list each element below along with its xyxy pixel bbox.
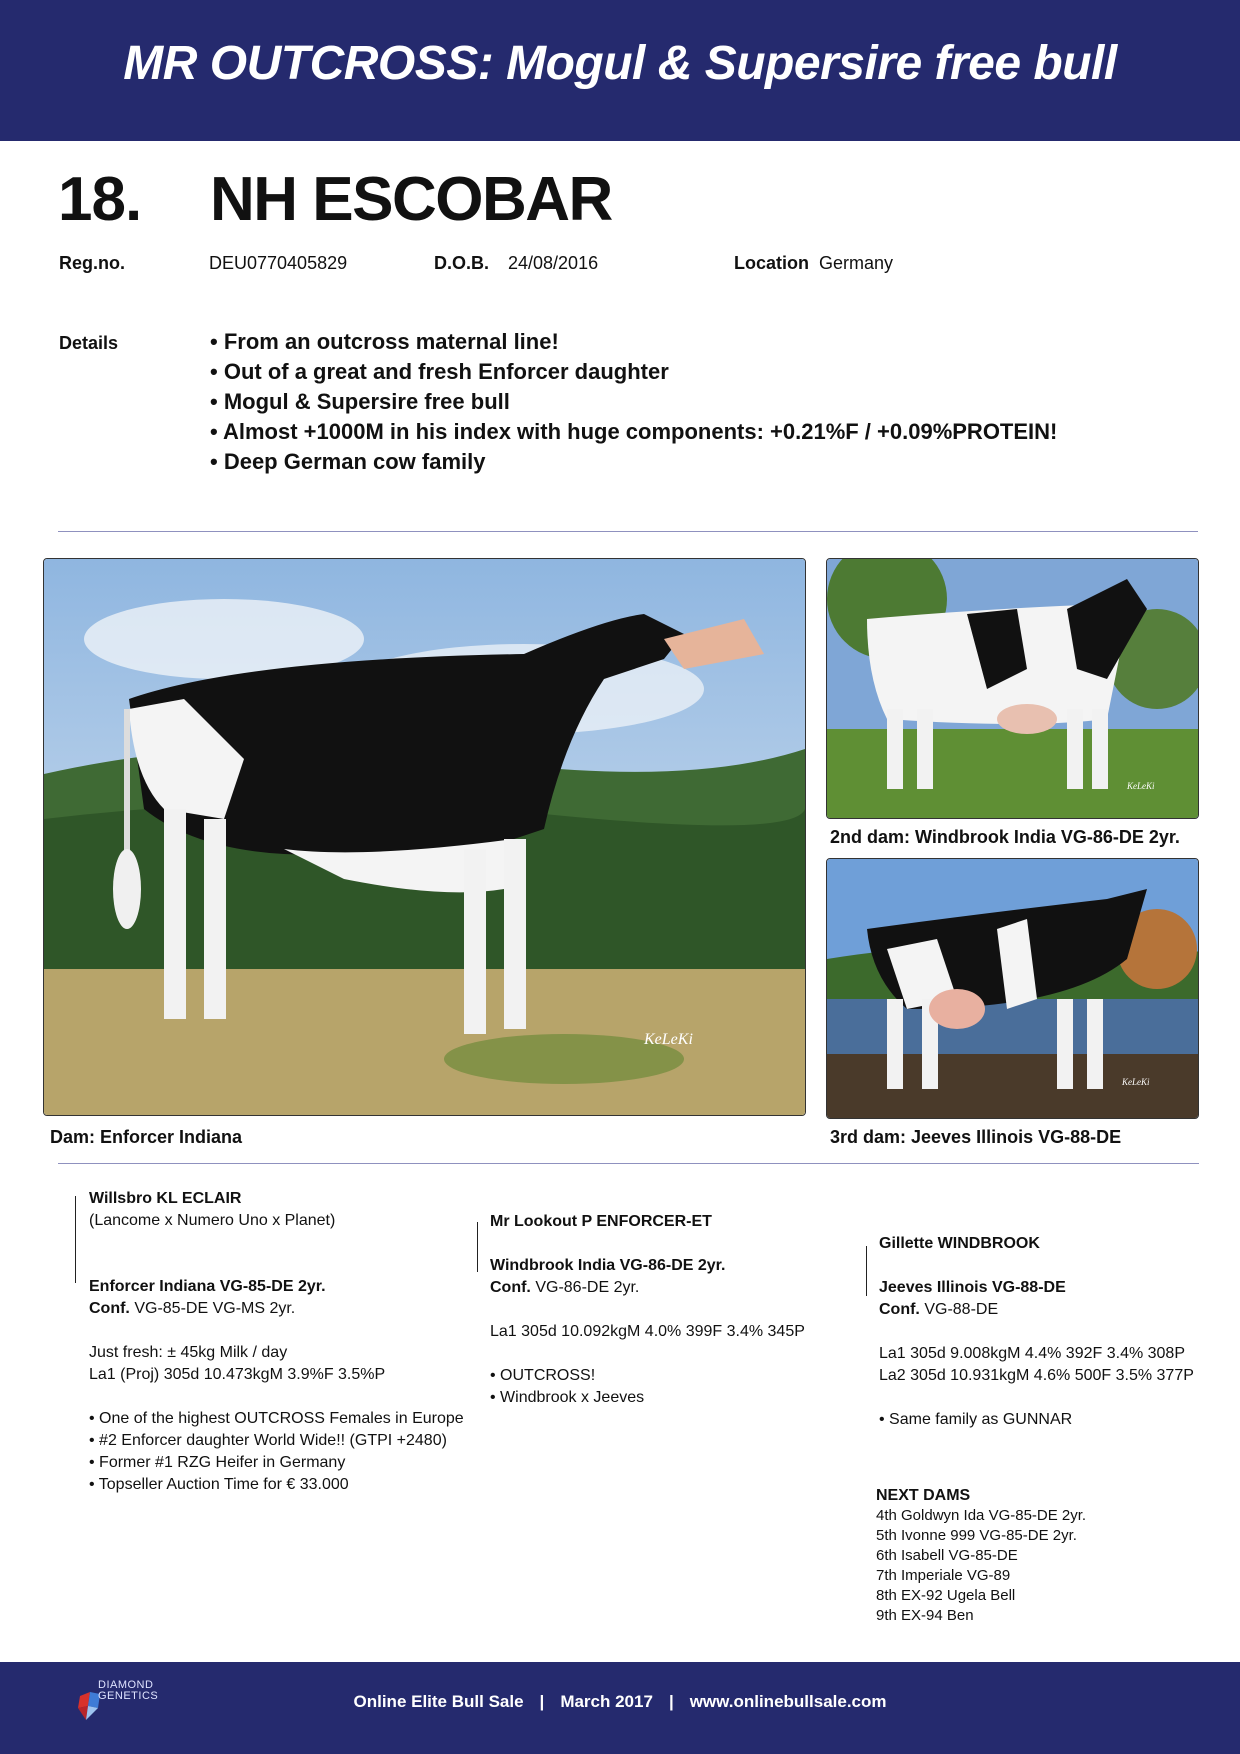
footer-date: March 2017: [560, 1692, 653, 1711]
pedigree-bar: [866, 1246, 867, 1296]
pedigree-bar: [477, 1222, 478, 1272]
dam-conf: Conf. VG-88-DE: [879, 1301, 999, 1318]
next-dams: [876, 1486, 1086, 1626]
dam-conf: Conf. VG-85-DE VG-MS 2yr.: [89, 1300, 296, 1317]
pedigree-bullet: • Former #1 RZG Heifer in Germany: [89, 1452, 464, 1474]
detail-item: • Mogul & Supersire free bull: [210, 387, 1057, 417]
dam-photo-caption: Dam: Enforcer Indiana: [50, 1127, 243, 1147]
sire-name: Mr Lookout P ENFORCER-ET: [490, 1213, 712, 1230]
logo-wordmark: DIAMOND GENETICS: [98, 1679, 159, 1702]
dob-label: D.O.B.: [434, 253, 490, 273]
details-label: Details: [59, 333, 119, 353]
second-dam-photo: [826, 558, 1199, 819]
footer-info: Online Elite Bull Sale | March 2017 | www.onlinebullsale.com: [353, 1692, 887, 1711]
detail-item: • Out of a great and fresh Enforcer daughter: [210, 357, 1057, 387]
detail-item: • Deep German cow family: [210, 447, 1057, 477]
page-title: MR OUTCROSS: Mogul & Supersire free bull: [123, 37, 1117, 90]
footer-url[interactable]: www.onlinebullsale.com: [689, 1692, 887, 1711]
third-dam-caption: 3rd dam: Jeeves Illinois VG-88-DE: [830, 1127, 1122, 1147]
lactation-record: La1 305d 10.092kgM 4.0% 399F 3.4% 345P: [490, 1323, 805, 1340]
location-value: Germany: [819, 253, 894, 273]
detail-item: • Almost +1000M in his index with huge components: +0.21%F / +0.09%PROTEIN!: [210, 417, 1057, 447]
photo-watermark: KeLeKi: [1127, 781, 1155, 791]
divider: [58, 531, 1198, 532]
dam-name: Enforcer Indiana VG-85-DE 2yr.: [89, 1278, 326, 1295]
pedigree-bullet: • Topseller Auction Time for € 33.000: [89, 1474, 464, 1496]
pedigree-column-2: [490, 1211, 805, 1409]
third-dam-photo: [826, 858, 1199, 1119]
regno-label: Reg.no.: [59, 253, 125, 273]
next-dam-item: 8th EX-92 Ugela Bell: [876, 1587, 1016, 1604]
sire-pedigree: (Lancome x Numero Uno x Planet): [89, 1212, 336, 1229]
lactation-record: La1 (Proj) 305d 10.473kgM 3.9%F 3.5%P: [89, 1366, 386, 1383]
pedigree-column-1: [89, 1188, 464, 1496]
dam-conf: Conf. VG-86-DE 2yr.: [490, 1279, 640, 1296]
pedigree-bullet: • #2 Enforcer daughter World Wide!! (GTPI +2480): [89, 1430, 464, 1452]
pedigree-bar: [75, 1196, 76, 1283]
pedigree-bullet: • Windbrook x Jeeves: [490, 1387, 805, 1409]
dob-value: 24/08/2016: [508, 253, 599, 273]
location-label: Location: [734, 253, 809, 273]
divider: [58, 1163, 1199, 1164]
dam-name: Jeeves Illinois VG-88-DE: [879, 1279, 1066, 1296]
lactation-record: La1 305d 9.008kgM 4.4% 392F 3.4% 308P: [879, 1345, 1185, 1362]
detail-item: • From an outcross maternal line!: [210, 327, 1057, 357]
dam-name: Windbrook India VG-86-DE 2yr.: [490, 1257, 726, 1274]
next-dam-item: 7th Imperiale VG-89: [876, 1567, 1011, 1584]
regno-value: DEU0770405829: [209, 253, 348, 273]
bull-name: NH ESCOBAR: [210, 165, 612, 234]
pedigree-column-3: [879, 1233, 1194, 1431]
photo-watermark: KeLeKi: [644, 1031, 693, 1048]
next-dam-item: 5th Ivonne 999 VG-85-DE 2yr.: [876, 1527, 1077, 1544]
sire-name: Willsbro KL ECLAIR: [89, 1190, 242, 1207]
dam-photo: [43, 558, 806, 1116]
pedigree-bullet: • Same family as GUNNAR: [879, 1409, 1194, 1431]
next-dam-item: 6th Isabell VG-85-DE: [876, 1547, 1018, 1564]
second-dam-caption: 2nd dam: Windbrook India VG-86-DE 2yr.: [830, 827, 1180, 847]
sire-name: Gillette WINDBROOK: [879, 1235, 1040, 1252]
lactation-record: La2 305d 10.931kgM 4.6% 500F 3.5% 377P: [879, 1367, 1194, 1384]
details-list: [210, 327, 1057, 477]
next-dam-item: 9th EX-94 Ben: [876, 1607, 974, 1624]
pedigree-bullet: • One of the highest OUTCROSS Females in Europe: [89, 1408, 464, 1430]
fresh-milk: Just fresh: ± 45kg Milk / day: [89, 1344, 288, 1361]
next-dam-item: 4th Goldwyn Ida VG-85-DE 2yr.: [876, 1507, 1087, 1524]
next-dams-title: NEXT DAMS: [876, 1487, 971, 1504]
pedigree-bullet: • OUTCROSS!: [490, 1365, 805, 1387]
footer-event: Online Elite Bull Sale: [353, 1692, 524, 1711]
photo-watermark: KeLeKi: [1122, 1077, 1150, 1087]
lot-number: 18.: [58, 165, 142, 234]
